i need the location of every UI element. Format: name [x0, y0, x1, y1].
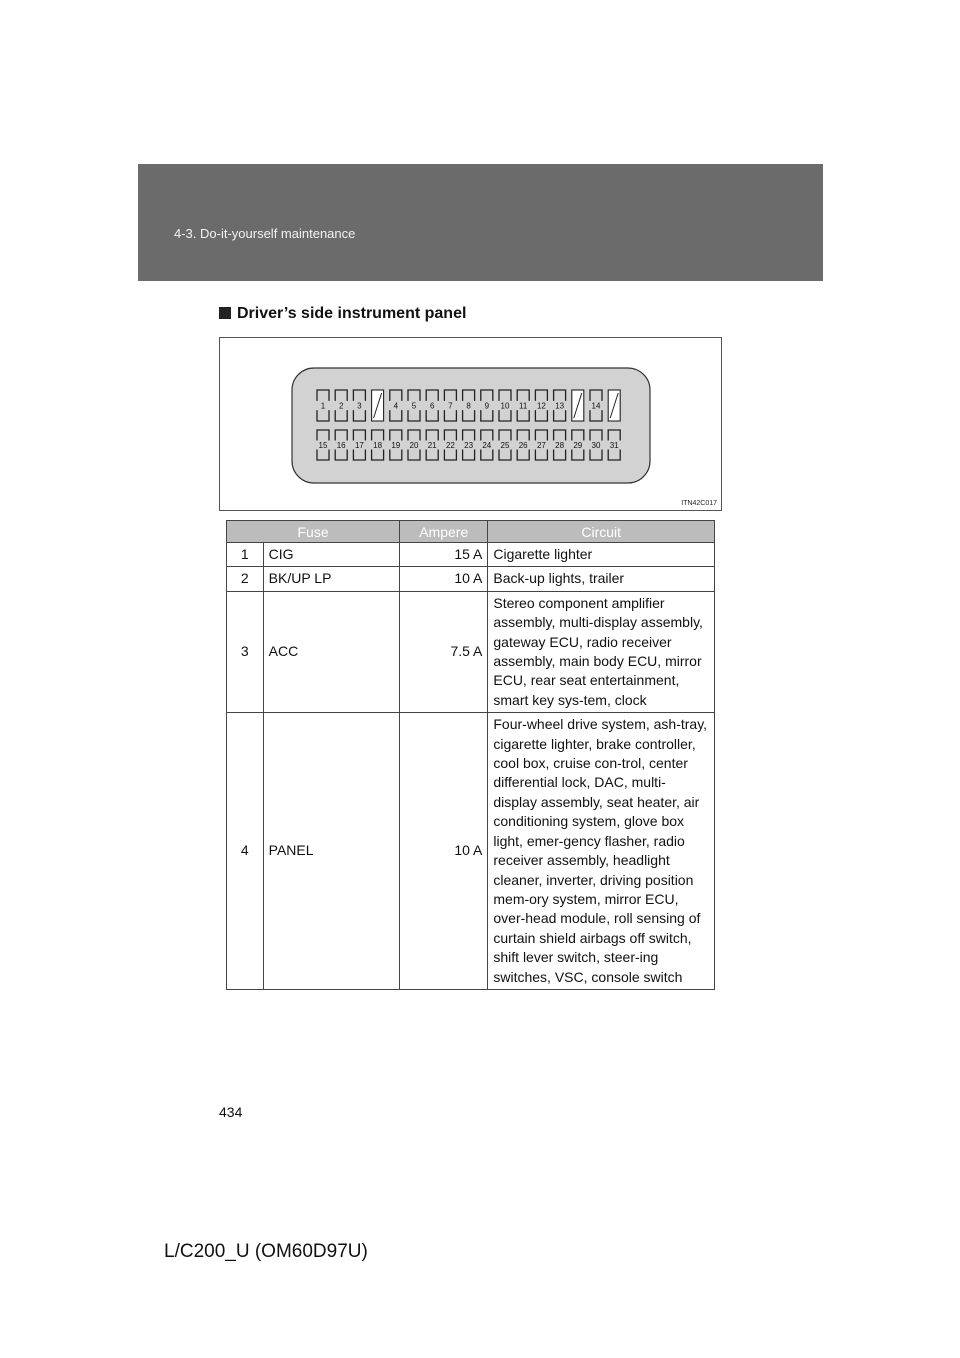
- fuse-box-housing: [292, 368, 650, 483]
- fuse-label: 30: [591, 441, 601, 450]
- table-row: [227, 713, 715, 990]
- fuse-label: 9: [484, 401, 490, 411]
- fuse-circuit: Stereo component amplifier assembly, multi-display assembly, gateway ECU, radio receiver assembly, main body ECU, mirror ECU, rear seat entertainment, smart key sys-tem, clock: [488, 591, 715, 712]
- fuse-label: 28: [555, 441, 565, 450]
- fuse-ampere: 10 A: [400, 713, 488, 990]
- fuse-label: 20: [409, 441, 419, 450]
- fuse-ampere: 10 A: [400, 567, 488, 591]
- fuse-label: 24: [482, 441, 492, 450]
- header-circuit: Circuit: [488, 521, 715, 543]
- fuse-ampere: 15 A: [400, 543, 488, 567]
- fuse-box-diagram: [219, 337, 722, 511]
- fuse-number: 4: [227, 713, 264, 990]
- table-row: [227, 543, 715, 567]
- section-title-text: Driver’s side instrument panel: [237, 305, 467, 322]
- fuse-label: 26: [518, 441, 528, 450]
- fuse-label: 6: [429, 401, 435, 411]
- fuse-label: 25: [500, 441, 510, 450]
- fuse-name: ACC: [263, 591, 399, 712]
- fuse-label: 19: [391, 441, 401, 450]
- table-row: [227, 591, 715, 712]
- fuse-circuit: Back-up lights, trailer: [488, 567, 715, 591]
- fuse-number: 2: [227, 567, 264, 591]
- fuse-ampere: 7.5 A: [400, 591, 488, 712]
- fuse-label: 23: [464, 441, 474, 450]
- fuse-label: 10: [500, 401, 510, 411]
- table-header-row: [227, 521, 715, 543]
- section-label: 4-3. Do-it-yourself maintenance: [174, 226, 356, 241]
- fuse-label: 12: [536, 401, 546, 411]
- header-ampere: Ampere: [400, 521, 488, 543]
- fuse-label: 31: [609, 441, 619, 450]
- header-band: [138, 164, 823, 281]
- fuse-box-svg: [220, 338, 721, 510]
- document-code: L/C200_U (OM60D97U): [164, 1241, 368, 1262]
- fuse-label: 5: [411, 401, 417, 411]
- fuse-name: BK/UP LP: [263, 567, 399, 591]
- fuse-number: 1: [227, 543, 264, 567]
- fuse-circuit: Four-wheel drive system, ash-tray, cigarette lighter, brake controller, cool box, cruise con-trol, center differential lock, DAC, multi-display assembly, seat heater, air conditioning system, glove box light, emer-gency flasher, radio receiver assembly, headlight cleaner, inverter, driving position mem-ory system, mirror ECU, over-head module, roll sensing of curtain shield airbags off switch, shift lever switch, steer-ing switches, VSC, console switch: [488, 713, 715, 990]
- square-bullet-icon: [219, 307, 231, 319]
- fuse-label: 15: [318, 441, 328, 450]
- fuse-label: 16: [336, 441, 346, 450]
- fuse-label: 2: [338, 401, 344, 411]
- fuse-label: 3: [357, 401, 362, 411]
- fuse-label: 29: [573, 441, 583, 450]
- fuse-table: [226, 520, 715, 990]
- fuse-label: 18: [373, 441, 383, 450]
- page-number: 434: [219, 1104, 243, 1120]
- header-fuse: Fuse: [227, 521, 400, 543]
- fuse-label: 11: [519, 401, 528, 411]
- fuse-label: 1: [320, 401, 326, 411]
- fuse-label: 8: [466, 401, 471, 411]
- fuse-label: 17: [354, 441, 364, 450]
- figure-code: ITN42C017: [681, 500, 717, 507]
- fuse-number: 3: [227, 591, 264, 712]
- fuse-label: 21: [427, 441, 437, 450]
- fuse-name: PANEL: [263, 713, 399, 990]
- fuse-label: 4: [393, 401, 399, 411]
- fuse-label: 27: [536, 441, 546, 450]
- fuse-label: 13: [555, 401, 565, 411]
- fuse-name: CIG: [263, 543, 399, 567]
- fuse-circuit: Cigarette lighter: [488, 543, 715, 567]
- section-title: [219, 305, 466, 323]
- table-row: [227, 567, 715, 591]
- fuse-label: 22: [445, 441, 455, 450]
- fuse-label: 14: [591, 401, 601, 411]
- fuse-label: 7: [448, 401, 453, 411]
